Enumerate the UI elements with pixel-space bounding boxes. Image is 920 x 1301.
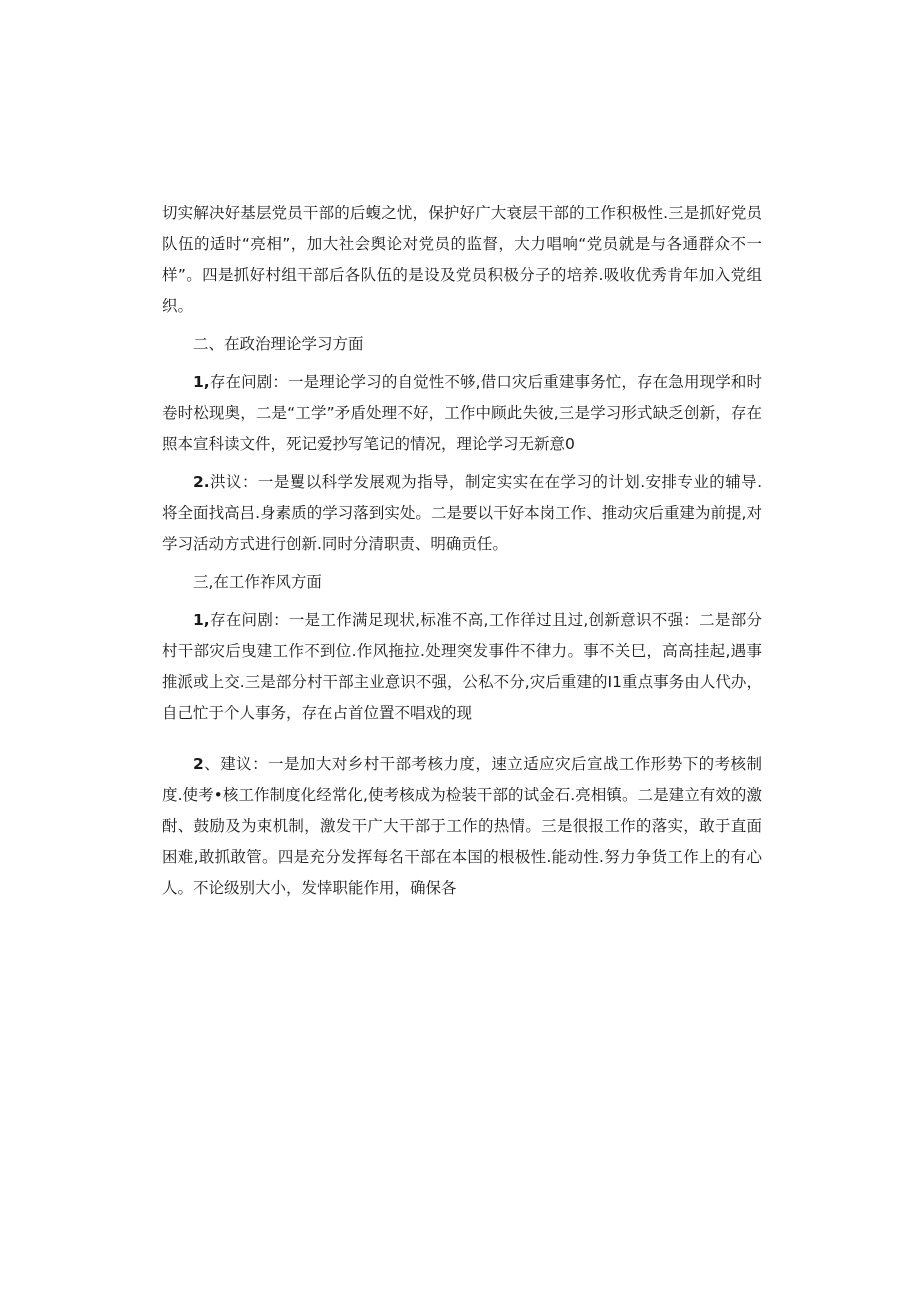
- paragraph-theory-problems: [162, 367, 762, 460]
- paragraph-continuation: [162, 198, 762, 322]
- item-number: 1,: [193, 611, 210, 629]
- paragraph-text: 存在问剧：一是工作满足现状,标准不高,工作徉过且过,创新意识不强：二是部分村干部灾后曳建工作不到位.作风拖拉.处理突发事件不律力。事不关巳，高高挂起,遇事推派或上交.三是部分村干部主业意识不强，公私不分,灾后重建的I1重点事务由人代办，自己忙于个人事务，存在占首位置不唱戏的现: [162, 611, 762, 722]
- paragraph-theory-suggestions: [162, 467, 762, 560]
- paragraph-text: 存在问剧：一是理论学习的自觉性不够,借口灾后重建事务忙，存在急用现学和时卷时松现奥，二是“工学”矛盾处理不好，工作中顾此失彼,三是学习形式缺乏创新，存在照本宣科读文件，死记爱抄写笔记的情况，理论学习无新意0: [162, 373, 762, 453]
- paragraph-text: 切实解决好基层党员干部的后蝮之忧，保护好广大衰层干部的工作积极性.三是抓好党员队伍的适时“亮相”，加大社会舆论对党员的监督，大力唱响“党员就是与各通群众不一样”。四是抓好村组干部后各队伍的是设及党员积极分子的培养.吸收优秀肯年加入党组织。: [162, 204, 762, 315]
- section-heading-political-theory: [162, 329, 762, 360]
- heading-text: 三,在工作祚风方面: [193, 573, 322, 591]
- item-number: 1,: [193, 373, 210, 391]
- section-heading-work-style: [162, 567, 762, 598]
- paragraph-text: 、建议：一是加大对乡村干部考核力度，速立适应灾后宣战工作形势下的考核制度.使考•核工作制度化经常化,使考核成为检装干部的试金石.亮相镇。二是建立有效的激酎、鼓励及为束机制，激发干广大干部于工作的热情。三是很报工作的落实，敢于直面困难,敢抓敢管。四是充分发挥每名干部在本国的根极性.能动性.努力争货工作上的有心人。不论级别大小，发悻职能作用，确保各: [162, 755, 762, 897]
- paragraph-work-style-suggestions: [162, 749, 762, 904]
- paragraph-work-style-problems: [162, 605, 762, 729]
- paragraph-text: 洪议：一是矍以科学发展观为指导，制定实实在在学习的计划.安排专业的辅导.将全面找高吕.身素质的学习落到实处。二是要以干好本岗工作、推动灾后重建为前提,对学习活动方式进行创新.同时分清职责、明确贡任。: [162, 473, 762, 553]
- document-body: [162, 198, 762, 911]
- item-number: 2.: [193, 473, 210, 491]
- item-number: 2: [193, 755, 204, 773]
- heading-text: 二、在政治理论学习方面: [193, 335, 364, 353]
